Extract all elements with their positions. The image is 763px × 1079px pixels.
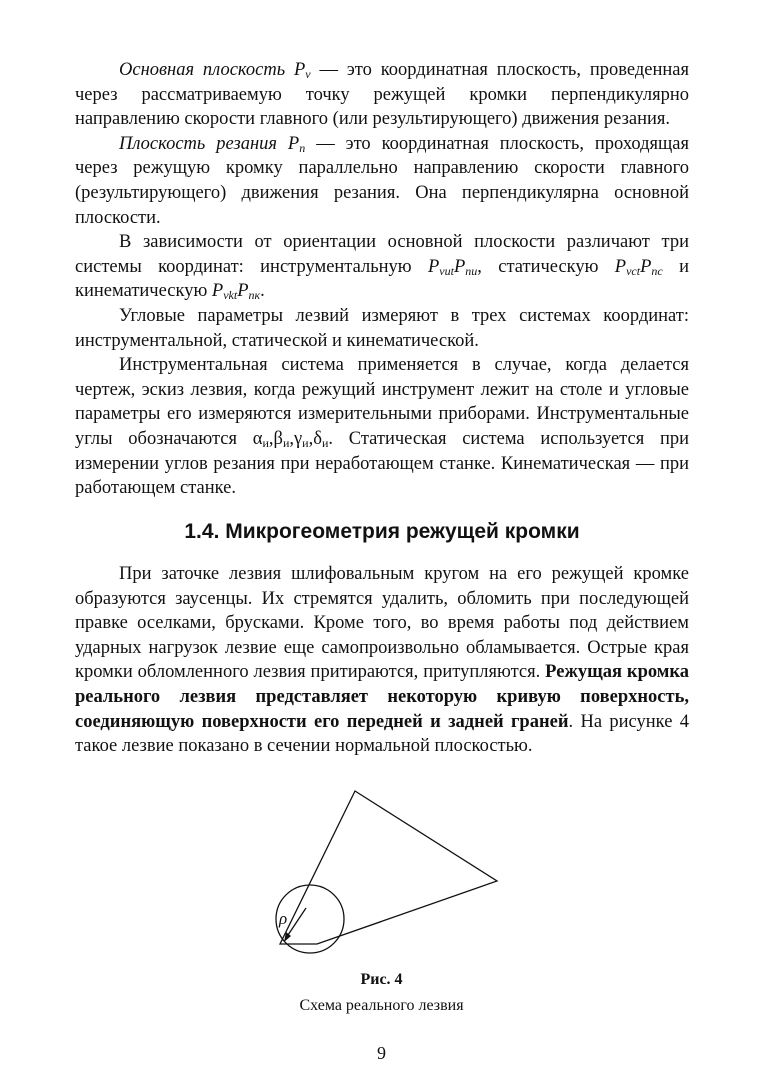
symbol: P <box>427 256 440 277</box>
paragraph-microgeometry <box>75 562 689 759</box>
paragraph-text: В зависимости от ориентации основной плоскости различают три системы координат: инструментальную <box>75 232 689 277</box>
paragraph-coordinate-systems <box>75 230 689 304</box>
symbol: P <box>614 256 627 277</box>
subscript: nu <box>465 263 478 278</box>
subscript: nк <box>248 288 261 303</box>
paragraph-cutting-plane <box>75 132 689 230</box>
paragraph-text: . <box>260 281 265 302</box>
body-text-bottom <box>75 562 689 759</box>
angle-beta: β <box>273 428 283 449</box>
paragraph-tool-system: Инструментальная система применяется в случае, когда делается чертеж, эскиз лезвия, когда режущий инструмент лежит на столе и угловые параметры его измеряются измерительными приборами. Инструментальные углы обозначаются $\alpha_и,\beta_и,\gamma_и,\delta_и$. Статическая система используется при измерении углов резания при неработающем станке. Кинематическая — при работающем станке. <box>75 355 689 499</box>
symbol: P <box>453 256 466 277</box>
subscript: vct <box>626 263 641 278</box>
subscript: и <box>282 435 290 450</box>
figure-caption: Схема реального лезвия <box>299 997 464 1014</box>
angle-delta: δ <box>313 428 322 449</box>
paragraph-text: . Статическая система используется при измерении углов резания при неработающем станке. Кинематическая — при работающем станке. <box>75 428 689 499</box>
paragraph-main-plane <box>75 58 689 132</box>
paragraph-text: — это координатная плоскость, проходящая через режущую кромку параллельно направлению скорости главного (результирующего) движения резания. Она перпендикулярна основной плоскости. <box>75 133 689 228</box>
symbol: P <box>640 256 652 277</box>
subscript: nc <box>651 263 663 278</box>
subscript: и <box>302 435 309 450</box>
symbol: P <box>211 281 224 302</box>
paragraph-text: — это координатная плоскость, проведенная через рассматриваемую точку режущей кромки перпендикулярно направлению скорости главного (или результирующего) движения резания. <box>75 60 689 130</box>
paragraph-text: При заточке лезвия шлифовальным кругом на его режущей кромке образуются заусенцы. Их стремятся удалить, обломить при последующей правке оселками, брусками. Кроме того, во время работы под действием ударных нагрузок лезвие еще самопроизвольно обламывается. Острые края кромки обломленного лезвия притираются, притупляются. <box>75 564 689 683</box>
paragraph-text: и кинематическую <box>75 256 689 302</box>
paragraph-text: . На рисунке 4 такое лезвие показано в сечении нормальной плоскостью. <box>75 711 690 757</box>
symbol: P <box>237 281 249 302</box>
angle-gamma: γ <box>293 428 303 449</box>
figure-number: Рис. 4 <box>360 971 403 988</box>
bold-statement: Режущая кромка реального лезвия представляет некоторую кривую поверхность, соединяющую поверхности его передней и задней граней <box>75 662 689 732</box>
paragraph-text: Инструментальная система применяется в случае, когда делается чертеж, эскиз лезвия, когда режущий инструмент лежит на столе и угловые параметры его измеряются измерительными приборами. Инструментальные углы обозначаются <box>75 355 689 449</box>
figure-blade-schematic <box>262 786 502 956</box>
page-number: 9 <box>377 1043 386 1063</box>
section-heading: 1.4. Микрогеометрия режущей кромки <box>184 520 580 543</box>
term-cutting-plane: Плоскость резания P <box>119 133 300 154</box>
subscript: v <box>305 67 311 81</box>
subscript: и <box>321 435 329 450</box>
rho-label: ρ <box>279 909 288 928</box>
term-main-plane: Основная плоскость P <box>119 60 306 80</box>
paragraph-text: , статическую <box>477 256 615 277</box>
body-text-top <box>75 58 689 501</box>
subscript: vut <box>439 263 454 278</box>
blade-outline <box>280 791 497 944</box>
subscript: и <box>262 435 269 450</box>
paragraph-angular-params: Угловые параметры лезвий измеряют в трех системах координат: инструментальной, статической и кинематической. <box>75 305 689 351</box>
angle-alpha: α <box>252 428 263 449</box>
subscript: n <box>299 140 306 155</box>
subscript: vkt <box>223 288 238 303</box>
blade-diagram <box>262 786 502 956</box>
